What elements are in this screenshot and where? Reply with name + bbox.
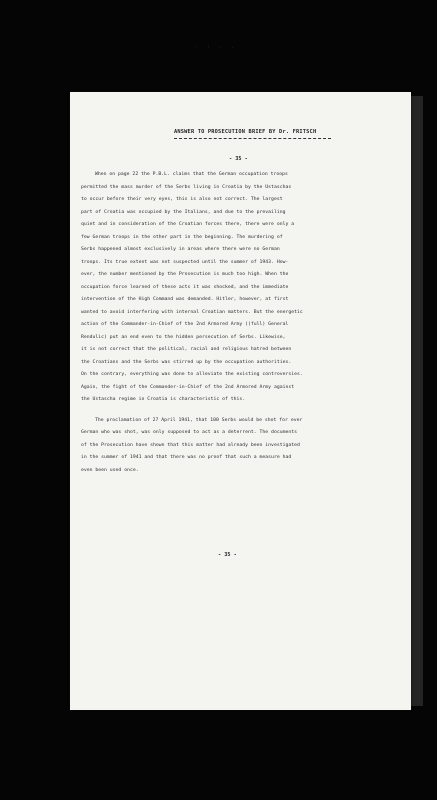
header-underline bbox=[174, 138, 331, 139]
page-number-bottom: - 35 - bbox=[218, 552, 237, 558]
text-line: ever, the number mentioned by the Prosecution is much too high. When the bbox=[81, 272, 289, 277]
text-line: it is not correct that the political, racial and religious hatred between bbox=[81, 347, 292, 352]
text-line: Serbs happened almost exclusively in areas where there were no German bbox=[81, 247, 280, 252]
text-line: even been used once. bbox=[81, 467, 139, 473]
page-number-top: - 35 - bbox=[229, 156, 248, 162]
text-line: part of Croatia was occupied by the Italians, and due to the prevailing bbox=[81, 209, 286, 215]
paragraph-2 bbox=[81, 415, 405, 478]
text-line: the Ustascha regime in Croatia is characteristic of this. bbox=[81, 397, 246, 402]
document-body bbox=[81, 169, 405, 477]
text-line: quiet and in consideration of the Croatian forces there, there were only a bbox=[81, 222, 295, 227]
text-line: German who was shot, was only supposed to act as a deterrent. The documents bbox=[81, 430, 297, 435]
text-line: The proclamation of 27 April 1941, that 100 Serbs would be shot for ever bbox=[95, 417, 303, 423]
text-line: action of the Commander-in-Chief of the 2nd Armored Army ((full) General bbox=[81, 322, 289, 327]
text-line: the Croatians and the Serbs was stirred up by the occupation authorities. bbox=[81, 359, 292, 365]
text-line: few German troops in the other part in the beginning. The murdering of bbox=[81, 234, 283, 240]
document-page bbox=[70, 92, 411, 710]
text-line: troops. Its true extent was not suspected until the summer of 1943. How- bbox=[81, 259, 289, 265]
text-line: to occur before their very eyes, this is also not correct. The largest bbox=[81, 197, 283, 202]
text-line: On the contrary, everything was done to alleviate the existing controversies. bbox=[81, 372, 303, 377]
text-line: When on page 22 the P.B.L. claims that the German occupation troops bbox=[95, 172, 288, 177]
text-line: occupation force learned of these acts it was shocked, and the immediate bbox=[81, 284, 289, 290]
text-line: permitted the mass murder of the Serbs living in Croatia by the Ustaschas bbox=[81, 184, 292, 190]
text-line: Again, the fight of the Commander-in-Chief of the 2nd Armored Army against bbox=[81, 384, 295, 390]
paragraph-1 bbox=[81, 169, 405, 407]
paragraph-spacer bbox=[81, 407, 405, 415]
text-line: intervention of the High Command was demanded. Hitler, however, at first bbox=[81, 297, 289, 302]
text-line: of the Prosecution have shown that this matter had already been investigated bbox=[81, 442, 300, 448]
text-line: in the summer of 1941 and that there was no proof that such a measure had bbox=[81, 455, 292, 460]
document-header-title: ANSWER TO PROSECUTION BRIEF BY Dr. FRITSCH bbox=[174, 129, 317, 135]
text-line: wanted to avoid interfering with internal Croatian matters. But the energetic bbox=[81, 309, 303, 315]
film-frame-mark: - : . . bbox=[195, 44, 238, 50]
text-line: Rendulic) put an end even to the hidden persecution of Serbs. Likewise, bbox=[81, 334, 286, 340]
